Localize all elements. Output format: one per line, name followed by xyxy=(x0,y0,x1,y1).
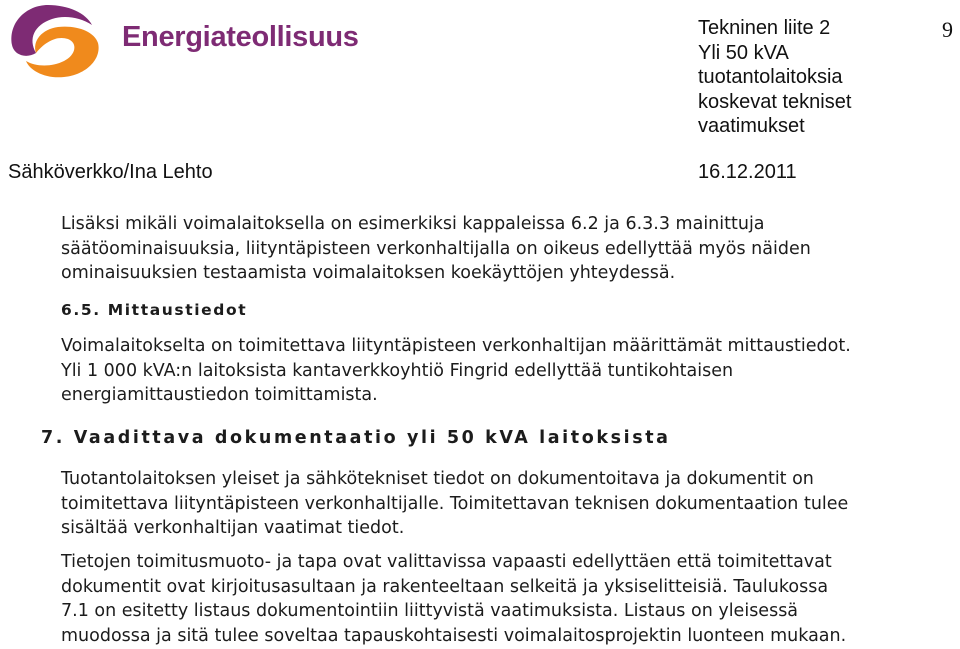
text-line: Voimalaitokselta on toimitettava liityntäpisteen verkonhaltijan määrittämät mittaustiedot. xyxy=(61,336,851,356)
text-line: Lisäksi mikäli voimalaitoksella on esimerkiksi kappaleissa 6.2 ja 6.3.3 mainittuja xyxy=(61,214,765,234)
doc-title-line: Yli 50 kVA xyxy=(698,41,789,64)
text-line: säätöominaisuuksia, liityntäpisteen verkonhaltijalla on oikeus edellyttää myös näiden xyxy=(61,238,811,259)
text-line: energiamittaustiedon toimittamista. xyxy=(61,385,378,405)
text-line: 7.1 on esitetty listaus dokumentointiin liittyvistä vaatimuksista. Listaus on yleisessä xyxy=(61,601,799,621)
brand-wordmark: Energiateollisuus xyxy=(122,21,359,53)
text-line: Yli 1 000 kVA:n laitoksista kantaverkkoyhtiö Fingrid edellyttää tuntikohtaisen xyxy=(61,360,734,381)
section-7-paragraph-2 xyxy=(61,550,956,648)
logo-orange-swoosh xyxy=(26,27,99,78)
text-line: dokumentit ovat kirjoitusasultaan ja rakenteeltaan selkeitä ja yksiselitteisiä. Taulukossa xyxy=(61,576,829,597)
text-line: ominaisuuksien testaamista voimalaitoksen koekäyttöjen yhteydessä. xyxy=(61,263,676,283)
author-line: Sähköverkko/Ina Lehto xyxy=(8,161,213,183)
section-6-5-heading: 6.5. Mittaustiedot xyxy=(61,301,248,319)
text-line: Tuotantolaitoksen yleiset ja sähkötekniset tiedot on dokumentoitava ja dokumentit on xyxy=(61,469,814,489)
text-line: muodossa ja sitä tulee soveltaa tapauskohtaisesti voimalaitosprojektin luonteen mukaan. xyxy=(61,625,847,646)
doc-title-line: Tekninen liite 2 xyxy=(698,17,831,39)
logo-mark-icon xyxy=(6,3,106,79)
section-6-5-paragraph xyxy=(61,334,956,408)
section-7-paragraph-1 xyxy=(61,467,956,541)
text-line: sisältää verkonhaltijan vaatimat tiedot. xyxy=(61,518,405,538)
document-title xyxy=(698,16,908,139)
text-line: toimitettava liityntäpisteen verkonhaltijalle. Toimitettavan teknisen dokumentaation tulee xyxy=(61,493,849,514)
doc-title-line: koskevat tekniset xyxy=(698,90,852,113)
doc-title-line: tuotantolaitoksia xyxy=(698,66,843,88)
energiateollisuus-logo xyxy=(6,3,359,79)
document-date: 16.12.2011 xyxy=(698,161,797,183)
page-number: 9 xyxy=(942,17,953,42)
doc-title-line: vaatimukset xyxy=(698,115,805,137)
section-7-heading: 7. Vaadittava dokumentaatio yli 50 kVA laitoksista xyxy=(41,428,671,448)
intro-paragraph xyxy=(61,212,956,286)
text-line: Tietojen toimitusmuoto- ja tapa ovat valittavissa vapaasti edellyttäen että toimitettavat xyxy=(61,552,832,572)
